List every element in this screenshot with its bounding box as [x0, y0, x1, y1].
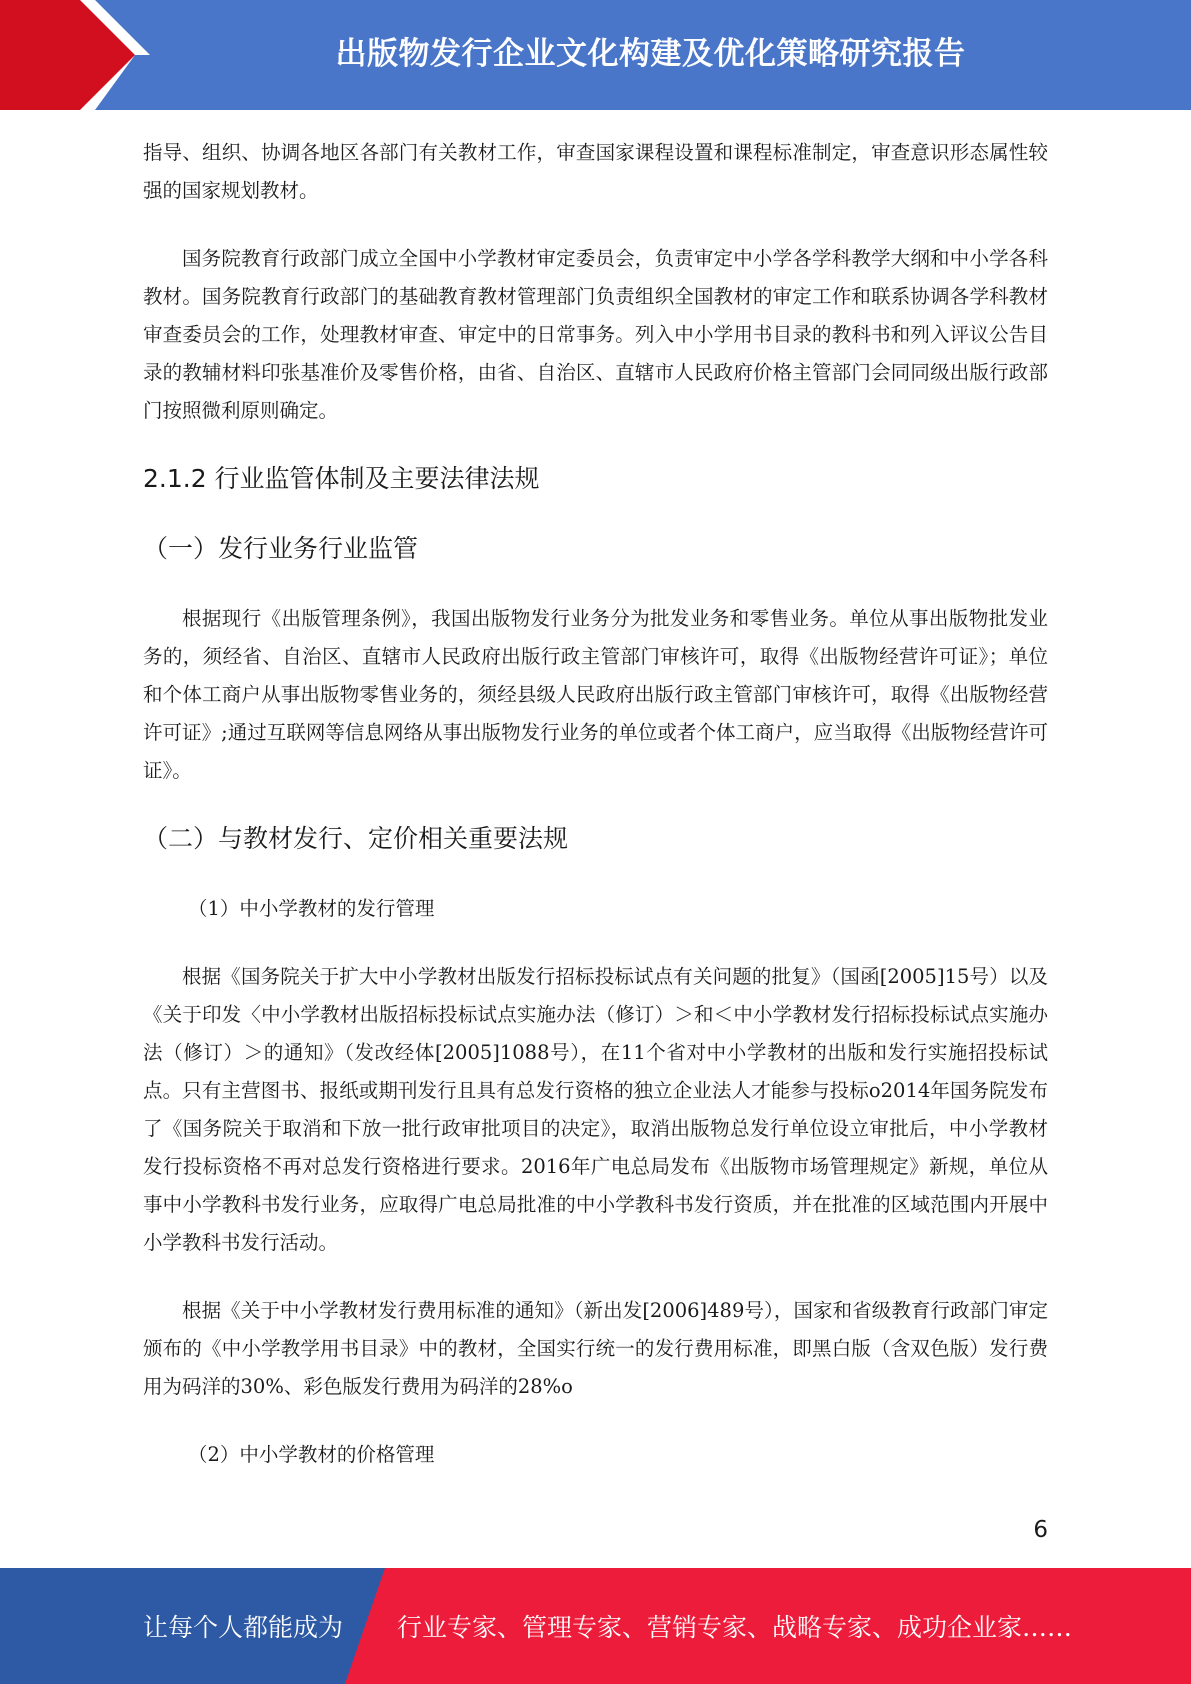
document-body [143, 134, 1048, 1474]
report-title: 出版物发行企业文化构建及优化策略研究报告 [335, 35, 966, 72]
list-subheading: （2）中小学教材的价格管理 [188, 1443, 435, 1466]
footer-slogan-right: 行业专家、管理专家、营销专家、战略专家、成功企业家…… [397, 1613, 1073, 1642]
footer-slogan-left: 让每个人都能成为 [143, 1613, 344, 1642]
paragraph: 根据《国务院关于扩大中小学教材出版发行招标投标试点有关问题的批复》（国函[2005]15号）以及《关于印发〈中小学教材出版招标投标试点实施办法（修订）＞和＜中小学教材发行招标投标试点实施办法（修订）＞的通知》（发改经体[2005]1088号），在11个省对中小学教材的出版和发行实施招投标试点。只有主营图书、报纸或期刊发行且具有总发行资格的独立企业法人才能参与投标o2014年国务院发布了《国务院关于取消和下放一批行政审批项目的决定》，取消出版物总发行单位设立审批后，中小学教材发行投标资格不再对总发行资格进行要求。2016年广电总局发布《出版物市场管理规定》新规，单位从事中小学教科书发行业务，应取得广电总局批准的中小学教科书发行资质，并在批准的区域范围内开展中小学教科书发行活动。 [143, 965, 1048, 1254]
page-footer [0, 1568, 1191, 1684]
red-chevron-decoration [0, 0, 160, 110]
paragraph-continuation: 指导、组织、协调各地区各部门有关教材工作，审查国家课程设置和课程标准制定，审查意识形态属性较强的国家规划教材。 [143, 141, 1048, 202]
subsection-heading: （二）与教材发行、定价相关重要法规 [143, 824, 569, 853]
list-subheading: （1）中小学教材的发行管理 [188, 897, 435, 920]
subsection-heading: （一）发行业务行业监管 [143, 534, 419, 563]
page-number: 6 [1033, 1517, 1048, 1543]
page-header [0, 0, 1191, 110]
paragraph: 国务院教育行政部门成立全国中小学教材审定委员会，负责审定中小学各学科教学大纲和中小学各科教材。国务院教育行政部门的基础教育教材管理部门负责组织全国教材的审定工作和联系协调各学科教材审查委员会的工作，处理教材审查、审定中的日常事务。列入中小学用书目录的教科书和列入评议公告目录的教辅材料印张基准价及零售价格，由省、自治区、直辖市人民政府价格主管部门会同同级出版行政部门按照微利原则确定。 [143, 247, 1048, 422]
paragraph: 根据《关于中小学教材发行费用标准的通知》（新出发[2006]489号），国家和省级教育行政部门审定颁布的《中小学教学用书目录》中的教材，全国实行统一的发行费用标准，即黑白版（含双色版）发行费用为码洋的30%、彩色版发行费用为码洋的28%o [143, 1299, 1048, 1398]
paragraph: 根据现行《出版管理条例》，我国出版物发行业务分为批发业务和零售业务。单位从事出版物批发业务的，须经省、自治区、直辖市人民政府出版行政主管部门审核许可，取得《出版物经营许可证》；单位和个体工商户从事出版物零售业务的，须经县级人民政府出版行政主管部门审核许可，取得《出版物经营许可证》;通过互联网等信息网络从事出版物发行业务的单位或者个体工商户，应当取得《出版物经营许可证》。 [143, 607, 1048, 782]
section-heading: 2.1.2 行业监管体制及主要法律法规 [143, 464, 540, 493]
